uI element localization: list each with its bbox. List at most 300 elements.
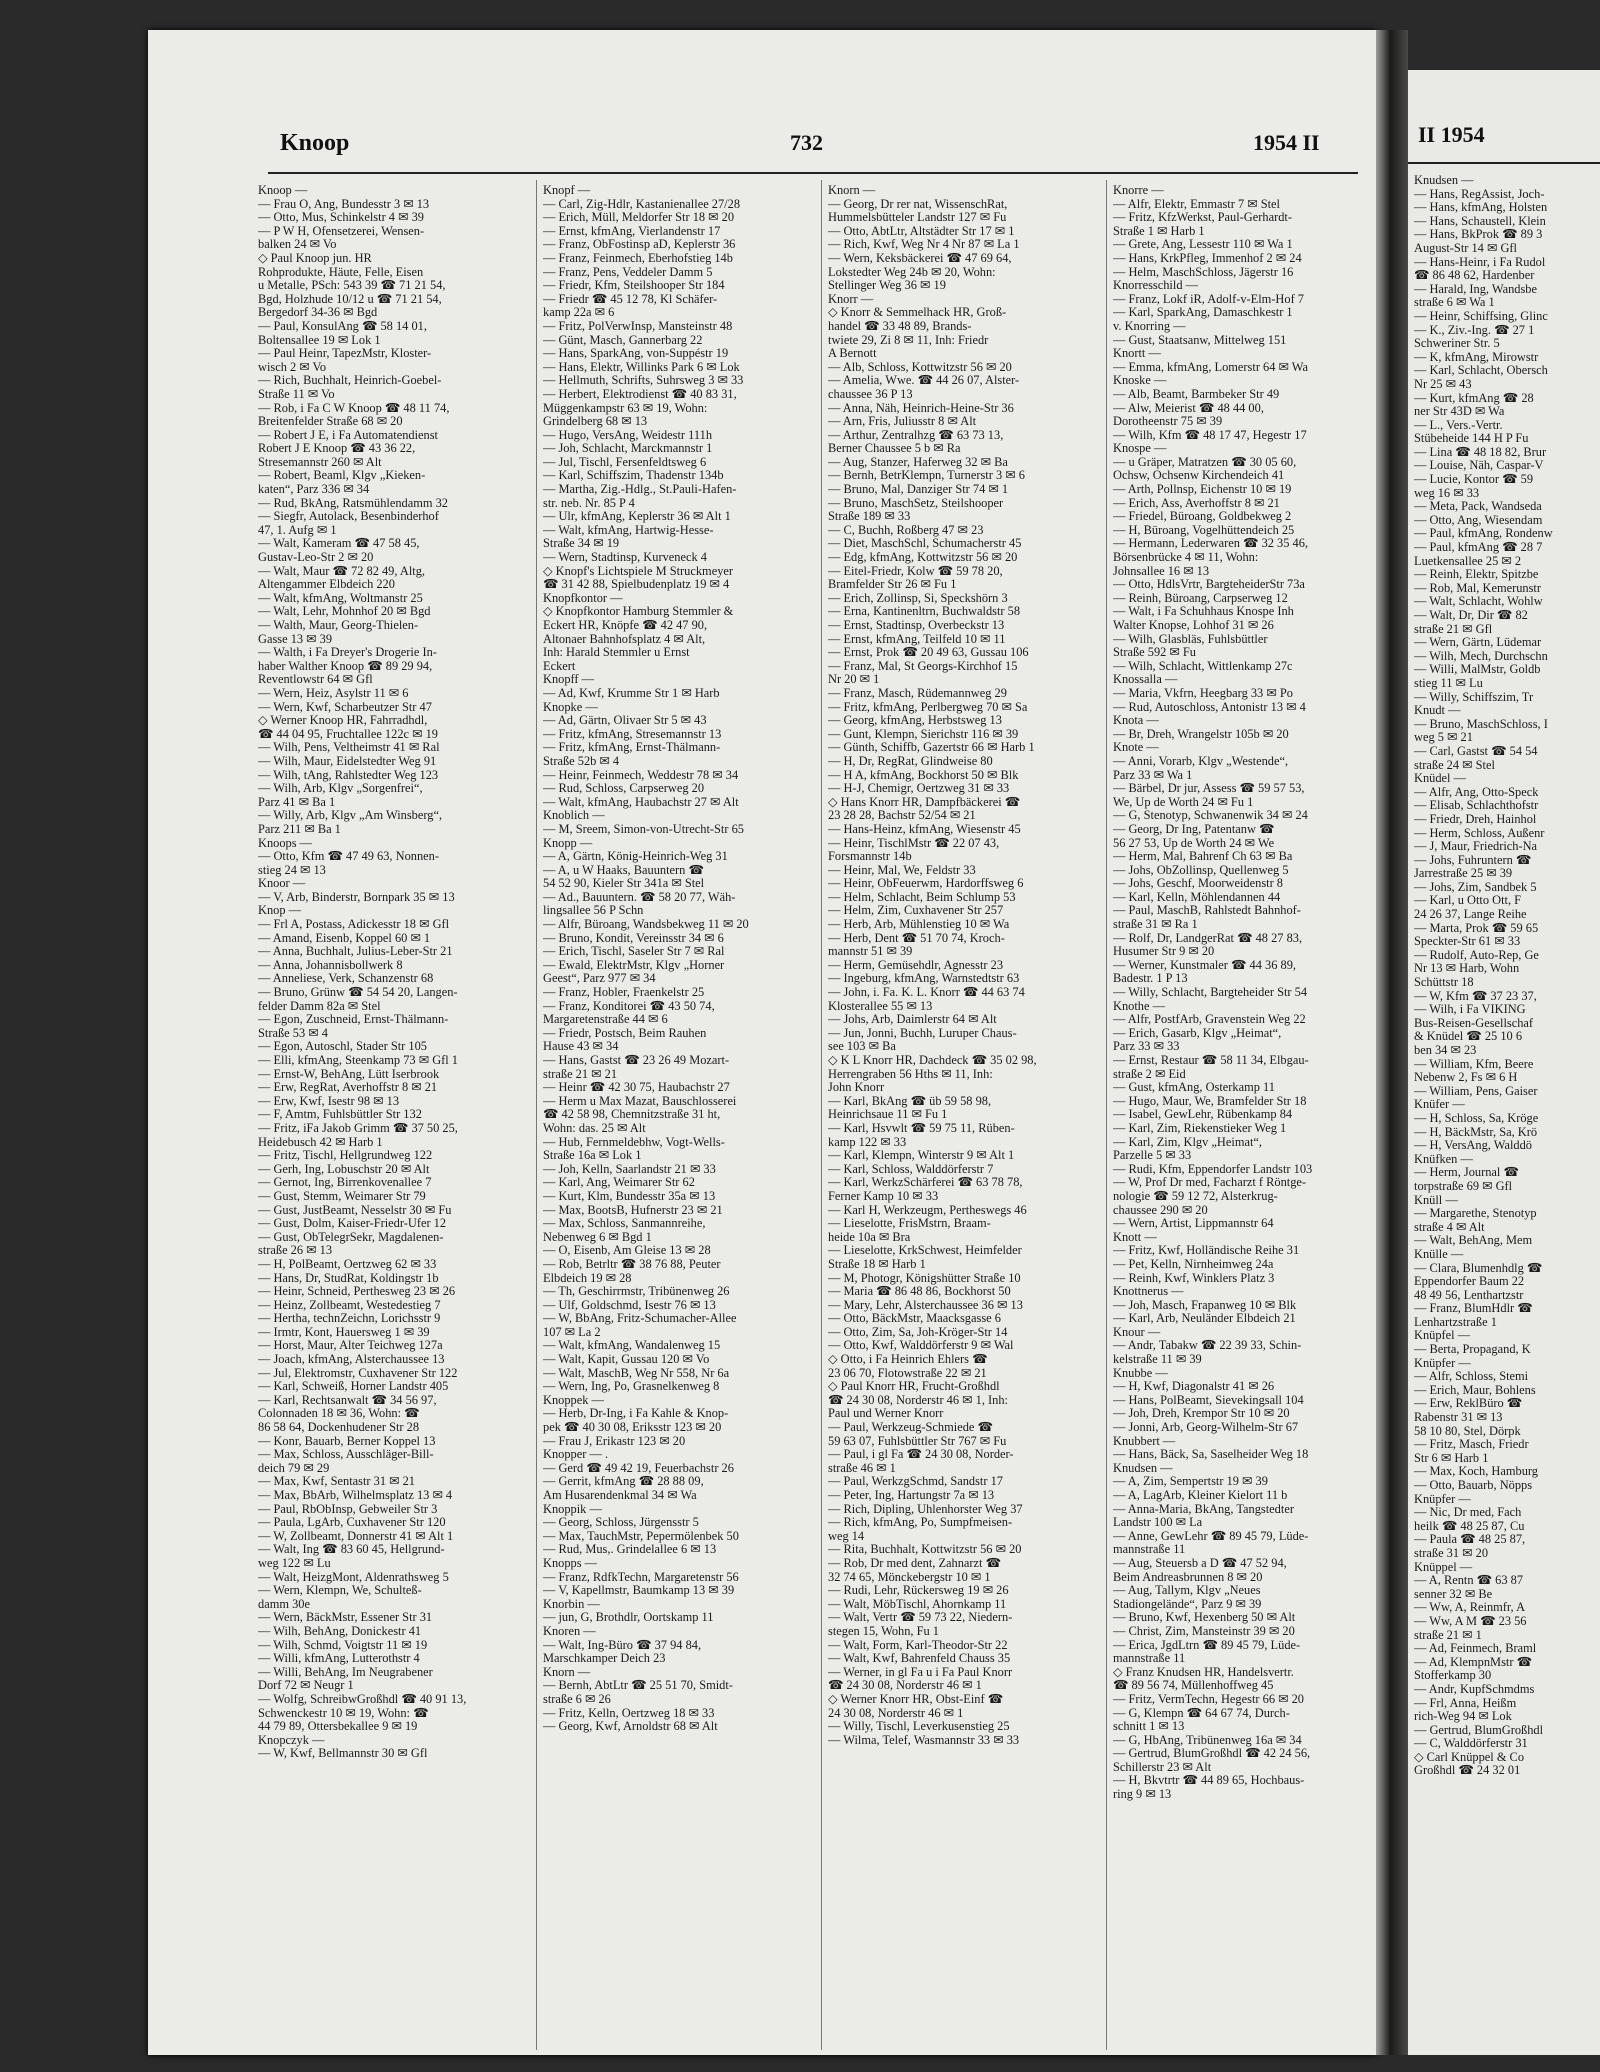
directory-entry-line: — A, Rentn ☎ 63 87 <box>1414 1574 1524 1588</box>
directory-entry-line: — F, Amtm, Fuhlsbüttler Str 132 <box>258 1108 422 1122</box>
directory-entry-line: A Bernott <box>828 347 877 361</box>
directory-entry-line: Straße 53 ✉ 4 <box>258 1026 328 1040</box>
directory-entry-line: — Maria, Vkfrn, Heegbarg 33 ✉ Po <box>1113 686 1293 700</box>
directory-entry-line: — Hertha, technZeichn, Lorichsstr 9 <box>258 1312 441 1326</box>
directory-entry-line: — Hermann, Lederwaren ☎ 32 35 46, <box>1113 537 1309 551</box>
directory-entry-line: — Gust, Dolm, Kaiser-Friedr-Ufer 12 <box>258 1217 447 1231</box>
directory-entry-line: — Ad, Feinmech, Braml <box>1414 1642 1537 1656</box>
directory-entry-line: — Max, BbArb, Wilhelmsplatz 13 ✉ 4 <box>258 1489 453 1502</box>
directory-entry-line: — Wilh, Kfm ☎ 48 17 47, Hegestr 17 <box>1113 428 1307 442</box>
directory-entry-line: str. neb. Nr. 85 P 4 <box>543 496 635 510</box>
directory-entry-line: — Walt, Dr, Dir ☎ 82 <box>1414 609 1528 622</box>
directory-entry-line: ☎ 89 56 74, Müllenhoffweg 45 <box>1113 1679 1274 1693</box>
directory-entry-line: Eckert HR, Knöpfe ☎ 42 47 90, <box>543 619 708 632</box>
directory-entry-line: — Georg, Dr Ing, Patentanw ☎ <box>1113 822 1275 836</box>
directory-entry-line: straße 46 ✉ 1 <box>828 1461 896 1475</box>
directory-entry-line: Knüpfel — <box>1414 1329 1471 1343</box>
directory-entry-line: Berner Chaussee 5 b ✉ Ra <box>828 442 961 456</box>
directory-entry-line: stieg 11 ✉ Lu <box>1414 676 1483 690</box>
directory-entry-line: — Anna, Buchhalt, Julius-Leber-Str 21 <box>258 945 453 959</box>
directory-entry-line: — Hans, PolBeamt, Sievekingsall 104 <box>1113 1393 1304 1407</box>
directory-entry-line: 59 63 07, Fuhlsbüttler Str 767 ✉ Fu <box>828 1434 1007 1448</box>
directory-entry-line: — A, LagArb, Kleiner Kielort 11 b <box>1113 1489 1288 1502</box>
directory-entry-line: Knopf — <box>543 184 591 197</box>
directory-entry-line: — Herb, Dent ☎ 51 70 74, Kroch- <box>828 931 1005 945</box>
directory-entry-line: ◇ Franz Knudsen HR, Handelsvertr. <box>1113 1665 1294 1679</box>
directory-entry-line: Geest“, Parz 977 ✉ 34 <box>543 972 656 986</box>
directory-entry-line: Knubbert — <box>1113 1434 1176 1448</box>
directory-entry-line: damm 30e <box>258 1597 310 1611</box>
directory-entry-line: Robert J E Knoop ☎ 43 36 22, <box>258 442 416 456</box>
directory-entry-line: — Herbert, Elektrodienst ☎ 40 83 31, <box>543 387 737 401</box>
directory-entry-line: Knudsen — <box>1414 174 1474 187</box>
directory-entry-line: — Georg, kfmAng, Herbstsweg 13 <box>828 714 1002 728</box>
directory-entry-line: Knopper — . <box>543 1448 609 1462</box>
directory-entry-line: ☎ 24 30 08, Norderstr 46 ✉ 1, Inh: <box>828 1393 1008 1407</box>
directory-entry-line: — Otto, Ang, Wiesendam <box>1414 513 1543 527</box>
directory-entry-line: — u Gräper, Matratzen ☎ 30 05 60, <box>1113 455 1297 469</box>
directory-entry-line: Nr 20 ✉ 1 <box>828 673 880 687</box>
directory-entry-line: Stadiongelände“, Parz 9 ✉ 39 <box>1113 1597 1262 1611</box>
directory-entry-line: — Georg, Kwf, Arnoldstr 68 ✉ Alt <box>543 1720 718 1734</box>
directory-entry-line: — Marta, Prok ☎ 59 65 <box>1414 921 1539 935</box>
directory-entry-line: — Heinr, Schneid, Perthesweg 23 ✉ 26 <box>258 1285 456 1299</box>
directory-entry-line: Knüfken — <box>1414 1152 1473 1166</box>
directory-entry-line: Knop — <box>258 904 302 918</box>
directory-entry-line: — Karl, Ang, Weimarer Str 62 <box>543 1176 695 1190</box>
directory-entry-line: — Paul, i gl Fa ☎ 24 30 08, Norder- <box>828 1448 1014 1462</box>
directory-entry-line: — Ulr, kfmAng, Keplerstr 36 ✉ Alt 1 <box>543 510 731 524</box>
directory-entry-line: — Günth, Schiffb, Gazertstr 66 ✉ Harb 1 <box>828 741 1035 755</box>
directory-entry-line: Inh: Harald Stemmler u Ernst <box>543 646 690 660</box>
directory-entry-line: 58 10 80, Stel, Dörpk <box>1414 1424 1521 1438</box>
directory-entry-line: — Walt, BehAng, Mem <box>1414 1234 1533 1248</box>
directory-entry-line: Knubbe — <box>1113 1366 1168 1380</box>
directory-entry-line: 32 74 65, Mönckebergstr 10 ✉ 1 <box>828 1570 991 1584</box>
directory-entry-line: — Alw, Meierist ☎ 48 44 00, <box>1113 401 1264 415</box>
directory-entry-line: — Rita, Buchhalt, Kottwitzstr 56 ✉ 20 <box>828 1543 1022 1557</box>
directory-entry-line: — Wilh, tAng, Rahlstedter Weg 123 <box>258 768 439 782</box>
directory-entry-line: Landstr 100 ✉ La <box>1113 1516 1203 1530</box>
directory-entry-line: — Willi, BehAng, Im Neugrabener <box>258 1665 433 1679</box>
directory-entry-line: — Johs, Geschf, Moorweidenstr 8 <box>1113 877 1284 891</box>
directory-entry-line: — Max, Schloss, Ausschläger-Bill- <box>258 1448 434 1462</box>
directory-entry-line: — Hans, Dr, StudRat, Koldingstr 1b <box>258 1271 439 1285</box>
next-page-rule <box>1408 162 1600 164</box>
directory-entry-line: Luetkensallee 25 ✉ 2 <box>1414 554 1522 568</box>
directory-entry-line: straße 21 ✉ 1 <box>1414 1628 1482 1642</box>
directory-entry-line: — Herm, Mal, Bahrenf Ch 63 ✉ Ba <box>1113 850 1293 864</box>
directory-entry-line: — Fritz, Kwf, Holländische Reihe 31 <box>1113 1244 1300 1258</box>
directory-entry-line: — William, Pens, Gaiser <box>1414 1084 1538 1098</box>
directory-entry-line: Knopp — <box>543 836 593 850</box>
directory-entry-line: — Anna, Johannisbollwerk 8 <box>258 958 403 972</box>
directory-entry-line: ◇ Paul Knoop jun. HR <box>258 251 372 265</box>
directory-entry-line: ◇ Otto, i Fa Heinrich Ehlers ☎ <box>828 1353 988 1367</box>
directory-entry-line: — Max, Schloss, Sanmannreihe, <box>543 1217 706 1231</box>
directory-entry-line: — G, Stenotyp, Schwanenwik 34 ✉ 24 <box>1113 809 1308 823</box>
directory-entry-line: — Joh, Kelln, Saarlandstr 21 ✉ 33 <box>543 1162 716 1176</box>
directory-entry-line: — Rob, Dr med dent, Zahnarzt ☎ <box>828 1556 1002 1570</box>
directory-entry-line: Bgd, Holzhude 10/12 u ☎ 71 21 54, <box>258 292 442 306</box>
directory-entry-line: Straße 16a ✉ Lok 1 <box>543 1149 642 1163</box>
directory-entry-line: heilk ☎ 48 25 87, Cu <box>1414 1519 1525 1533</box>
directory-entry-line: — Heinr, Schiffsing, Glinc <box>1414 309 1548 323</box>
directory-entry-line: — Günt, Masch, Gannerbarg 22 <box>543 333 703 347</box>
directory-entry-line: Nr 13 ✉ Harb, Wohn <box>1414 962 1520 976</box>
directory-entry-line: — Carl, Gastst ☎ 54 54 <box>1414 744 1538 758</box>
directory-entry-line: — Hans, Gastst ☎ 23 26 49 Mozart- <box>543 1054 730 1067</box>
directory-entry-line: ☎ 44 04 95, Fruchtallee 122c ✉ 19 <box>258 727 438 741</box>
directory-entry-line: Knoske — <box>1113 374 1167 388</box>
directory-entry-line: — Erna, Kantinenltrn, Buchwaldstr 58 <box>828 605 1021 619</box>
directory-entry-line: rich-Weg 94 ✉ Lok <box>1414 1710 1512 1724</box>
directory-entry-line: — Ad., Bauuntern. ☎ 58 20 77, Wäh- <box>543 890 736 904</box>
directory-entry-line: — Frl, Anna, Heißm <box>1414 1696 1517 1710</box>
directory-entry-line: — Frau O, Ang, Bundesstr 3 ✉ 13 <box>258 197 430 211</box>
directory-entry-line: Schwenckestr 10 ✉ 19, Wohn: ☎ <box>258 1706 429 1720</box>
directory-entry-line: — Walt, Schlacht, Wohlw <box>1414 595 1543 609</box>
directory-entry-line: — jun, G, Brothdlr, Oortskamp 11 <box>543 1611 714 1625</box>
directory-entry-line: — Edg, kfmAng, Kottwitzstr 56 ✉ 20 <box>828 551 1018 565</box>
directory-entry-line: — Frl A, Postass, Adickesstr 18 ✉ Gfl <box>258 918 450 932</box>
directory-entry-line: — A, u W Haaks, Bauuntern ☎ <box>543 863 704 877</box>
directory-entry-line: Knour — <box>1113 1325 1161 1339</box>
directory-entry-line: — H, Dr, RegRat, Glindweise 80 <box>828 754 993 768</box>
header-rule <box>268 172 1358 174</box>
column-4 <box>1113 184 1368 2054</box>
directory-entry-line: — Alfr, PostfArb, Gravenstein Weg 22 <box>1113 1013 1306 1027</box>
directory-entry-line: — Friedr, Dreh, Hainhol <box>1414 812 1537 826</box>
directory-entry-line: Knorn — <box>543 1665 591 1679</box>
directory-entry-line: — Rudi, Kfm, Eppendorfer Landstr 103 <box>1113 1162 1313 1176</box>
directory-entry-line: Marschkamper Deich 23 <box>543 1652 666 1666</box>
directory-entry-line: v. Knorring — <box>1113 319 1186 333</box>
directory-entry-line: — Hans, RegAssist, Joch- <box>1414 187 1545 201</box>
directory-entry-line: Klosterallee 55 ✉ 13 <box>828 999 933 1013</box>
directory-entry-line: 23 06 70, Flotowstraße 22 ✉ 21 <box>828 1366 987 1380</box>
next-page-column <box>1414 174 1600 1778</box>
directory-entry-line: — Walt, Ing-Büro ☎ 37 94 84, <box>543 1638 702 1652</box>
column-2 <box>543 184 815 2054</box>
directory-entry-line: weg 16 ✉ 33 <box>1414 486 1480 500</box>
directory-entry-line: — Wern, Kwf, Scharbeutzer Str 47 <box>258 700 432 714</box>
directory-entry-line: — Erw, Kwf, Isestr 98 ✉ 13 <box>258 1094 400 1108</box>
directory-entry-line: mannstr 51 ✉ 39 <box>828 945 913 959</box>
directory-entry-line: — Wern, Gärtn, Lüdemar <box>1414 636 1542 650</box>
directory-entry-line: — Paul, kfmAng, Rondenw <box>1414 527 1553 541</box>
directory-entry-line: — A, Zim, Sempertstr 19 ✉ 39 <box>1113 1475 1268 1489</box>
directory-entry-line: — Rich, Dipling, Uhlenhorster Weg 37 <box>828 1502 1023 1516</box>
directory-entry-line: — Harald, Ing, Wandsbe <box>1414 282 1537 296</box>
directory-entry-line: — Willi, MalMstr, Goldb <box>1414 663 1541 677</box>
directory-entry-line: — Erich, Tischl, Saseler Str 7 ✉ Ral <box>543 945 725 959</box>
directory-entry-line: — Franz, BlumHdlr ☎ <box>1414 1302 1533 1316</box>
directory-entry-line: — Maria ☎ 86 48 86, Bockhorst 50 <box>828 1285 1011 1299</box>
directory-entry-line: — Rud, Autoschloss, Antonistr 13 ✉ 4 <box>1113 700 1306 714</box>
directory-entry-line: — Otto, Zim, Sa, Joh-Kröger-Str 14 <box>828 1325 1008 1339</box>
directory-entry-line: — Franz, Feinmech, Eberhofstieg 14b <box>543 251 733 265</box>
directory-entry-line: — Lieselotte, FrisMstrn, Braam- <box>828 1217 991 1231</box>
directory-entry-line: — Bruno, Kondit, Vereinsstr 34 ✉ 6 <box>543 931 724 945</box>
directory-entry-line: — Joh, Dreh, Krempor Str 10 ✉ 20 <box>1113 1407 1290 1421</box>
directory-entry-line: 23 28 28, Bachstr 52/54 ✉ 21 <box>828 809 976 823</box>
directory-entry-line: — Jun, Jonni, Buchh, Luruper Chaus- <box>828 1026 1017 1040</box>
directory-entry-line: Walter Knopse, Lohhof 31 ✉ 26 <box>1113 619 1274 632</box>
directory-entry-line: — Karl, Arb, Neuländer Elbdeich 21 <box>1113 1312 1296 1326</box>
directory-entry-line: Wohn: das. 25 ✉ Alt <box>543 1121 646 1135</box>
directory-entry-line: straße 2 ✉ Eid <box>1113 1067 1186 1081</box>
directory-entry-line: — Walt, Form, Karl-Theodor-Str 22 <box>828 1638 1008 1652</box>
directory-entry-line: — Franz, Konditorei ☎ 43 50 74, <box>543 999 715 1013</box>
directory-entry-line: — Heinr ☎ 42 30 75, Haubachstr 27 <box>543 1081 730 1095</box>
directory-entry-line: — Bernh, BetrKlempn, Turnerstr 3 ✉ 6 <box>828 469 1025 483</box>
directory-entry-line: — Herb, Arb, Mühlenstieg 10 ✉ Wa <box>828 918 1010 932</box>
directory-entry-line: ◇ Hans Knorr HR, Dampfbäckerei ☎ <box>828 795 1021 809</box>
directory-entry-line: — Willi, kfmAng, Lutterothstr 4 <box>258 1652 420 1666</box>
directory-entry-line: — P W H, Ofensetzerei, Wensen- <box>258 224 425 238</box>
column-3 <box>828 184 1100 2054</box>
directory-entry-line: — Heinr, ObFeuerwm, Hardorffsweg 6 <box>828 877 1024 891</box>
directory-entry-line: — Hellmuth, Schrifts, Suhrsweg 3 ✉ 33 <box>543 374 744 388</box>
directory-entry-line: ◇ Werner Knorr HR, Obst-Einf ☎ <box>828 1692 1004 1706</box>
directory-entry-line: Paul und Werner Knorr <box>828 1407 944 1421</box>
directory-entry-line: — Otto, AbtLtr, Altstädter Str 17 ✉ 1 <box>828 224 1015 238</box>
directory-entry-line: — Hans, SparkAng, von-Suppéstr 19 <box>543 347 729 361</box>
directory-entry-line: — Gunt, Klempn, Sierichstr 116 ✉ 39 <box>828 727 1019 741</box>
directory-entry-line: Börsenbrücke 4 ✉ 11, Wohn: <box>1113 551 1259 565</box>
directory-entry-line: Straße 592 ✉ Fu <box>1113 646 1197 660</box>
directory-entry-line: — Bruno, Mal, Danziger Str 74 ✉ 1 <box>828 483 1009 497</box>
directory-entry-line: Knülle — <box>1414 1247 1464 1261</box>
directory-entry-line: ring 9 ✉ 13 <box>1113 1788 1172 1802</box>
directory-entry-line: 86 58 64, Dockenhudener Str 28 <box>258 1421 420 1435</box>
directory-entry-line: — Hans-Heinz, kfmAng, Wiesenstr 45 <box>828 822 1021 836</box>
directory-entry-line: — Hans, BkProk ☎ 89 3 <box>1414 228 1543 242</box>
directory-entry-line: — Heinz, Zollbeamt, Westedestieg 7 <box>258 1298 441 1312</box>
directory-entry-line: Straße 189 ✉ 33 <box>828 510 911 524</box>
directory-entry-line: — W, Kwf, Bellmannstr 30 ✉ Gfl <box>258 1747 428 1761</box>
directory-entry-line: Forsmannstr 14b <box>828 850 912 864</box>
directory-entry-line: — Helm, Schlacht, Beim Schlump 53 <box>828 890 1016 904</box>
directory-entry-line: ben 34 ✉ 23 <box>1414 1044 1477 1057</box>
directory-entry-line: — Heinr, Feinmech, Weddestr 78 ✉ 34 <box>543 768 739 782</box>
directory-entry-line: weg 14 <box>828 1529 865 1543</box>
directory-entry-line: — H A, kfmAng, Bockhorst 50 ✉ Blk <box>828 768 1019 782</box>
directory-entry-line: Schüttstr 18 <box>1414 976 1474 990</box>
directory-entry-line: — Erich, Zollinsp, Si, Speckshörn 3 <box>828 591 1008 605</box>
directory-entry-line: Husumer Str 9 ✉ 20 <box>1113 945 1215 959</box>
directory-entry-line: Stresemannstr 260 ✉ Alt <box>258 455 382 469</box>
directory-entry-line: — Karl, Rechtsanwalt ☎ 34 56 97, <box>258 1393 437 1407</box>
directory-entry-line: Straße 34 ✉ 19 <box>543 537 620 551</box>
directory-entry-line: — Heinr, Mal, We, Feldstr 33 <box>828 863 976 877</box>
directory-entry-line: — H, Kwf, Diagonalstr 41 ✉ 26 <box>1113 1380 1275 1394</box>
directory-entry-line: — Rich, kfmAng, Po, Sumpfmeisen- <box>828 1516 1013 1530</box>
directory-entry-line: 44 79 89, Ottersbekallee 9 ✉ 19 <box>258 1720 418 1734</box>
directory-entry-line: — Wolfg, SchreibwGroßhdl ☎ 40 91 13, <box>258 1692 467 1706</box>
directory-entry-line: — Lina ☎ 48 18 82, Brur <box>1414 445 1547 459</box>
directory-entry-line: — Walt, kfmAng, Woltmanstr 25 <box>258 591 423 605</box>
directory-entry-line: — Franz, Mal, St Georgs-Kirchhof 15 <box>828 659 1018 673</box>
directory-entry-line: — Gust, JustBeamt, Nesselstr 30 ✉ Fu <box>258 1203 452 1217</box>
directory-entry-line: Altengammer Elbdeich 220 <box>258 578 395 592</box>
directory-entry-line: — Peter, Ing, Hartungstr 7a ✉ 13 <box>828 1489 995 1502</box>
directory-entry-line: Knott — <box>1113 1230 1157 1244</box>
directory-entry-line: Heidebusch 42 ✉ Harb 1 <box>258 1135 383 1149</box>
directory-entry-line: — Rich, Buchhalt, Heinrich-Goebel- <box>258 374 442 388</box>
directory-entry-line: — Alb, Beamt, Barmbeker Str 49 <box>1113 387 1280 401</box>
directory-entry-line: — Frau J, Erikastr 123 ✉ 20 <box>543 1434 686 1448</box>
next-page-edge <box>1408 70 1600 2055</box>
directory-entry-line: Stübeheide 144 H P Fu <box>1414 432 1529 446</box>
directory-entry-line: Knopff — <box>543 673 595 687</box>
directory-entry-line: Knota — <box>1113 714 1159 728</box>
directory-entry-line: — Rolf, Dr, LandgerRat ☎ 48 27 83, <box>1113 931 1303 945</box>
directory-entry-line: — Diet, MaschSchl, Schumacherstr 45 <box>828 537 1022 551</box>
directory-entry-line: — Reinh, Elektr, Spitzbe <box>1414 568 1539 582</box>
directory-entry-line: — Th, Geschirrmstr, Tribünenweg 26 <box>543 1285 730 1299</box>
directory-entry-line: — Gerd ☎ 49 42 19, Feuerbachstr 26 <box>543 1461 734 1475</box>
directory-entry-line: — Ernst-W, BehAng, Lütt Iserbrook <box>258 1067 440 1081</box>
directory-entry-line: — Hugo, VersAng, Weidestr 111h <box>543 428 713 442</box>
directory-entry-line: Schillerstr 23 ✉ Alt <box>1113 1760 1212 1774</box>
directory-entry-line: Eppendorfer Baum 22 <box>1414 1275 1525 1289</box>
directory-entry-line: — Karl, Kelln, Möhlendannen 44 <box>1113 890 1281 904</box>
directory-entry-line: ◇ Knorr & Semmelhack HR, Groß- <box>828 306 1007 320</box>
directory-entry-line: — Bruno, Kwf, Hexenberg 50 ✉ Alt <box>1113 1611 1296 1625</box>
directory-entry-line: — Wern, Klempn, We, Schulteß- <box>258 1584 422 1598</box>
directory-entry-line: John Knorr <box>828 1081 885 1095</box>
directory-entry-line: — Carl, Zig-Hdlr, Kastanienallee 27/28 <box>543 197 741 211</box>
directory-page <box>148 30 1376 2055</box>
directory-entry-line: — Gust, Stemm, Weimarer Str 79 <box>258 1189 426 1203</box>
directory-entry-line: — Siegfr, Autolack, Besenbinderhof <box>258 510 439 524</box>
directory-entry-line: Ferner Kamp 10 ✉ 33 <box>828 1189 939 1203</box>
directory-entry-line: — Jul, Tischl, Fersenfeldtsweg 6 <box>543 455 707 469</box>
directory-entry-line: — Anna-Maria, BkAng, Tangstedter <box>1113 1502 1294 1516</box>
directory-entry-line: — Ernst, Restaur ☎ 58 11 34, Elbgau- <box>1113 1054 1309 1067</box>
directory-entry-line: Großhdl ☎ 24 32 01 <box>1414 1764 1521 1778</box>
directory-entry-line: — Rud, Mus,. Grindelallee 6 ✉ 13 <box>543 1543 717 1557</box>
directory-entry-line: Heinrichsaue 11 ✉ Fu 1 <box>828 1108 948 1122</box>
directory-entry-line: Knossalla — <box>1113 673 1178 687</box>
directory-entry-line: weg 5 ✉ 21 <box>1414 731 1473 745</box>
directory-entry-line: & Knüdel ☎ 25 10 6 <box>1414 1030 1523 1044</box>
directory-entry-line: Gasse 13 ✉ 39 <box>258 632 333 646</box>
directory-entry-line: — Nic, Dr med, Fach <box>1414 1506 1522 1520</box>
directory-entry-line: Nr 25 ✉ 43 <box>1414 377 1472 391</box>
directory-entry-line: — Otto, BäckMstr, Maacksgasse 6 <box>828 1312 1001 1326</box>
directory-entry-line: Schweriner Str. 5 <box>1414 337 1500 351</box>
directory-entry-line: straße 31 ✉ 20 <box>1414 1546 1489 1560</box>
directory-entry-line: — Ingeburg, kfmAng, Warnstedtstr 63 <box>828 972 1020 986</box>
directory-entry-line: senner 32 ✉ Be <box>1414 1587 1493 1601</box>
directory-entry-line: — Walt, Kameram ☎ 47 58 45, <box>258 537 420 551</box>
directory-entry-line: — W, Kfm ☎ 37 23 37, <box>1414 989 1537 1003</box>
directory-entry-line: — Walt, kfmAng, Wandalenweg 15 <box>543 1339 721 1353</box>
directory-entry-line: — William, Kfm, Beere <box>1414 1057 1534 1071</box>
directory-entry-line: — Werner, in gl Fa u i Fa Paul Knorr <box>828 1665 1013 1679</box>
directory-entry-line: 54 52 90, Kieler Str 341a ✉ Stel <box>543 877 705 891</box>
directory-entry-line: — Walt, Ing ☎ 83 60 45, Hellgrund- <box>258 1543 445 1557</box>
directory-entry-line: Margaretenstraße 44 ✉ 6 <box>543 1013 668 1027</box>
directory-entry-line: — Wilh, Maur, Eidelstedter Weg 91 <box>258 754 437 768</box>
directory-entry-line: Bramfelder Str 26 ✉ Fu 1 <box>828 578 957 592</box>
directory-entry-line: — Heinr, TischlMstr ☎ 22 07 43, <box>828 836 1000 850</box>
directory-entry-line: Colonnaden 18 ✉ 36, Wohn: ☎ <box>258 1407 420 1421</box>
directory-entry-line: Knorbin — <box>543 1597 600 1611</box>
directory-entry-line: — Friedr ☎ 45 12 78, Kl Schäfer- <box>543 292 718 306</box>
directory-entry-line: — Karl, Zim, Klgv „Heimat“, <box>1113 1135 1262 1149</box>
directory-entry-line: — Herm u Max Mazat, Bauschlosserei <box>543 1094 737 1108</box>
directory-entry-line: — Franz, Masch, Rüdemannweg 29 <box>828 686 1007 700</box>
directory-entry-line: — Egon, Zuschneid, Ernst-Thälmann- <box>258 1013 449 1027</box>
directory-entry-line: — V, Arb, Binderstr, Bornpark 35 ✉ 13 <box>258 890 455 904</box>
directory-entry-line: — Wilh, Schlacht, Wittlenkamp 27c <box>1113 659 1293 673</box>
directory-entry-line: — W, Zollbeamt, Donnerstr 41 ✉ Alt 1 <box>258 1529 454 1543</box>
directory-entry-line: — Ad, Kwf, Krumme Str 1 ✉ Harb <box>543 686 720 700</box>
directory-entry-line: Johnsallee 16 ✉ 13 <box>1113 564 1210 578</box>
directory-entry-line: Knoblich — <box>543 809 605 823</box>
directory-entry-line: — Jul, Elektromstr, Cuxhavener Str 122 <box>258 1366 458 1380</box>
directory-entry-line: — Johs, ObZollinsp, Quellenweg 5 <box>1113 863 1289 877</box>
directory-entry-line: — Wilh, Pens, Veltheimstr 41 ✉ Ral <box>258 741 440 755</box>
directory-entry-line: — Paula ☎ 48 25 87, <box>1414 1533 1526 1547</box>
directory-entry-line: — Margarethe, Stenotyp <box>1414 1207 1537 1221</box>
directory-entry-line: — H, Büroang, Vogelhüttendeich 25 <box>1113 523 1295 537</box>
directory-entry-line: — Mary, Lehr, Alsterchaussee 36 ✉ 13 <box>828 1298 1023 1312</box>
directory-entry-line: torpstraße 69 ✉ Gfl <box>1414 1179 1513 1193</box>
directory-entry-line: — Joh, Masch, Frapanweg 10 ✉ Blk <box>1113 1298 1297 1312</box>
directory-entry-line: Stellinger Weg 36 ✉ 19 <box>828 279 946 293</box>
directory-entry-line: Dorotheenstr 75 ✉ 39 <box>1113 415 1223 429</box>
directory-entry-line: — H, PolBeamt, Oertzweg 62 ✉ 33 <box>258 1257 437 1271</box>
directory-entry-line: Herrengraben 56 Hths ✉ 11, Inh: <box>828 1067 993 1081</box>
directory-entry-line: — Reinh, Kwf, Winklers Platz 3 <box>1113 1271 1275 1285</box>
directory-entry-line: Knudt — <box>1414 704 1461 718</box>
directory-entry-line: — Karl, Schlacht, Obersch <box>1414 364 1548 378</box>
directory-entry-line: — H, BäckMstr, Sa, Krö <box>1414 1125 1538 1139</box>
directory-entry-line: — Gerrit, kfmAng ☎ 28 88 09, <box>543 1475 704 1489</box>
directory-entry-line: 107 ✉ La 2 <box>543 1325 601 1339</box>
directory-entry-line: — Arth, Pollnsp, Eichenstr 10 ✉ 19 <box>1113 483 1292 497</box>
directory-entry-line: — Elisab, Schlachthofstr <box>1414 799 1539 813</box>
directory-entry-line: — Herm, Gemüsehdlr, Agnesstr 23 <box>828 958 1004 972</box>
directory-entry-line: — Amelia, Wwe. ☎ 44 26 07, Alster- <box>828 374 1020 388</box>
directory-entry-line: — Wilh, BehAng, Donickestr 41 <box>258 1624 422 1638</box>
directory-entry-line: — Karl, Schloss, Walddörferstr 7 <box>828 1162 994 1176</box>
directory-entry-line: — Lucie, Kontor ☎ 59 <box>1414 473 1534 487</box>
directory-entry-line: — Gust, ObTelegrSekr, Magdalenen- <box>258 1230 444 1244</box>
directory-entry-line: Knoppek — <box>543 1393 604 1407</box>
directory-entry-line: Parzelle 5 ✉ 33 <box>1113 1149 1192 1163</box>
directory-entry-line: see 103 ✉ Ba <box>828 1040 896 1054</box>
directory-entry-line: — Eitel-Friedr, Kolw ☎ 59 78 20, <box>828 564 1003 578</box>
directory-entry-line: — Karl, SparkAng, Damaschkestr 1 <box>1113 306 1293 320</box>
directory-entry-line: — Walt, Maur ☎ 72 82 49, Altg, <box>258 564 426 578</box>
directory-entry-line: pek ☎ 40 30 08, Eriksstr 123 ✉ 20 <box>543 1421 722 1435</box>
directory-entry-line: — Rudi, Lehr, Rückersweg 19 ✉ 26 <box>828 1584 1009 1598</box>
directory-entry-line: schnitt 1 ✉ 13 <box>1113 1720 1185 1734</box>
directory-entry-line: — Joh, Schlacht, Marckmannstr 1 <box>543 442 713 456</box>
directory-entry-line: — Ernst, kfmAng, Vierlandenstr 17 <box>543 224 721 238</box>
directory-entry-line: kelstraße 11 ✉ 39 <box>1113 1353 1202 1367</box>
directory-entry-line: — Karl, Zim, Riekenstieker Weg 1 <box>1113 1121 1287 1135</box>
directory-entry-line: katen“, Parz 336 ✉ 34 <box>258 483 370 497</box>
directory-entry-line: — Aug, Stanzer, Haferweg 32 ✉ Ba <box>828 455 1008 469</box>
directory-entry-line: — Otto, Bauarb, Nöpps <box>1414 1479 1533 1492</box>
